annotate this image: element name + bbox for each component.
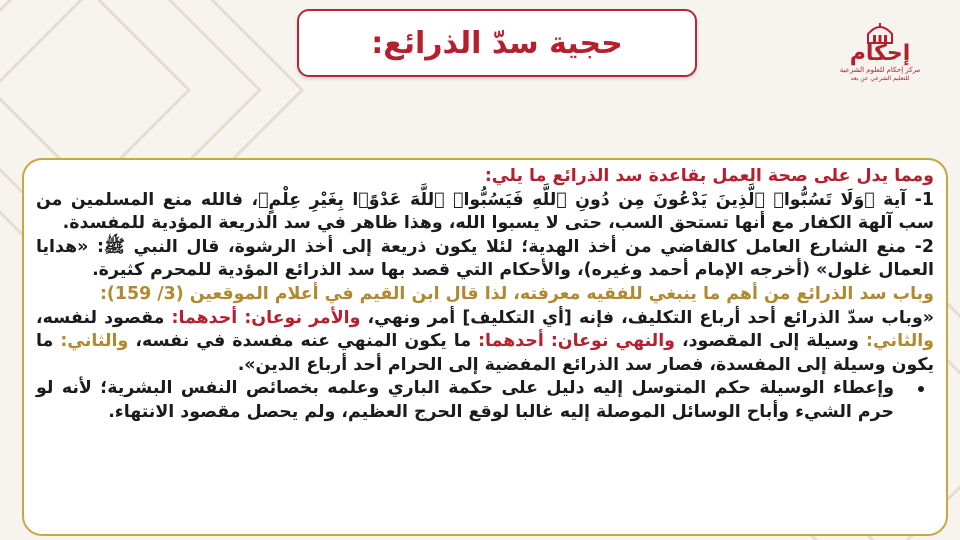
quote-part-2: والأمر نوعان: أحدهما: [171, 307, 361, 328]
quote-part-7: ما يكون المنهي عنه مفسدة في نفسه، [128, 331, 479, 352]
bullet-text: وإعطاء الوسيلة حكم المتوسل إليه دليل على حكمة الباري وعلمه بخصائص النفس البشرية؛ لأنه لو حرم الشيء وأباح الوسائل الموصلة إليه غالبا لوقع الحرج العظيم، ولم يحصل مقصود الانتهاء. [36, 378, 894, 422]
intro-heading: ومما يدل على صحة العمل بقاعدة سد الذرائع ما يلي: [484, 166, 934, 186]
title-box [297, 9, 697, 77]
slide-title: حجية سدّ الذرائع: [371, 25, 623, 61]
ibn-qayyim-intro: وباب سد الذرائع من أهم ما ينبغي للفقيه معرفته، لذا قال ابن القيم في أعلام الموقعين (3/ 159): [99, 283, 934, 304]
quote-part-1: «وباب سدّ الذرائع أحد أرباع التكليف، فإنه [أي التكليف] أمر ونهي، [360, 307, 935, 328]
quote-part-8: والثاني: [60, 331, 129, 352]
quote-part-6: والنهي نوعان: أحدهما: [478, 331, 675, 352]
content-body [36, 165, 934, 425]
logo-tagline: للتعليم الشرعي عن بعد [850, 75, 910, 82]
quote-part-4: والثاني: [865, 331, 934, 352]
logo-name: إحكام [849, 41, 911, 66]
quote-part-3: مقصود لنفسه، [36, 307, 172, 328]
quote-part-9: ما يكون وسيلة إلى المفسدة، فصار سد الذرائع المفضية إلى الحرام أحد أرباع الدين». [36, 331, 934, 375]
bullet-item [36, 377, 934, 424]
logo [840, 22, 920, 100]
logo-subtitle: مركز إحكام للعلوم الشرعية [839, 66, 921, 74]
bullet-icon [918, 386, 924, 392]
ibn-qayyim-quote [36, 307, 934, 378]
quote-part-5: وسيلة إلى المقصود، [674, 331, 866, 352]
evidence-1: 1- آية ﴿وَلَا تَسُبُّوا۟ ٱلَّذِينَ يَدْعُونَ مِن دُونِ ٱللَّهِ فَيَسُبُّوا۟ ٱللَّهَ عَدْوًۢا بِغَيْرِ عِلْمٍ﴾، فالله منع المسلمين من سب آلهة الكفار مع أنها تستحق السب، حتى لا يسبوا الله، وهذا ظاهر في سد الذريعة المؤدية للمفسدة. [36, 189, 934, 234]
evidence-2: 2- منع الشارع العامل كالقاضي من أخذ الهدية؛ لئلا يكون ذريعة إلى أخذ الرشوة، قال النبي ﷺ: «هدايا العمال غلول» (أخرجه الإمام أحمد وغيره)، والأحكام التي قصد بها سد الذرائع المؤدية للمحرم كثيرة. [36, 236, 934, 281]
